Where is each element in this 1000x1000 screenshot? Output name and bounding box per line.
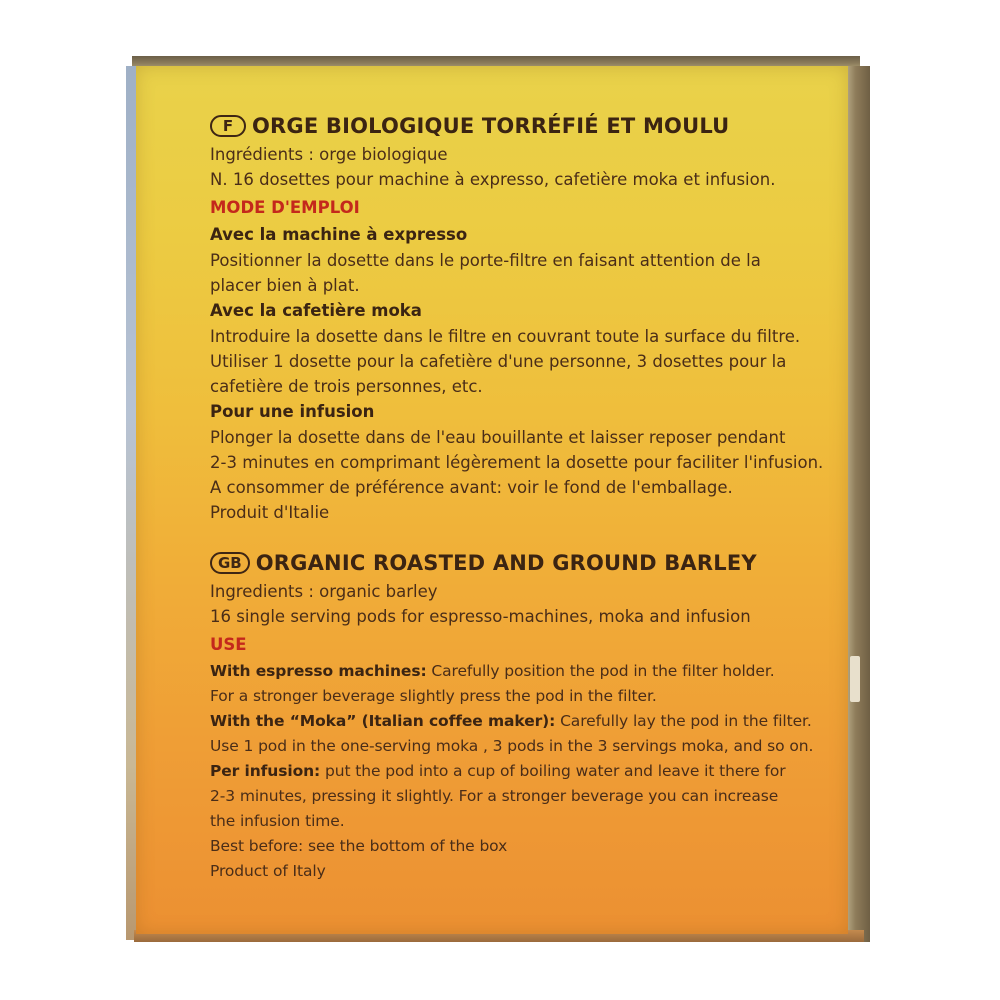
english-section [210,547,830,884]
french-pods: N. 16 dosettes pour machine à expresso, cafetière moka et infusion. [210,170,776,189]
box-notch [850,656,860,702]
french-ingredients: Ingrédients : orge biologique [210,145,448,164]
language-badge-f: F [210,115,246,137]
french-moka-line: Introduire la dosette dans le filtre en couvrant toute la surface du filtre. [210,327,801,346]
english-espresso-label: With espresso machines: [210,662,427,680]
french-best-before: A consommer de préférence avant: voir le fond de l'emballage. [210,478,733,497]
english-moka-line [210,709,830,734]
label-text [210,110,830,884]
english-espresso-line [210,659,830,684]
french-infusion-line: 2-3 minutes en comprimant légèrement la dosette pour faciliter l'infusion. [210,453,824,472]
english-pods: 16 single serving pods for espresso-machines, moka and infusion [210,607,751,626]
french-heading [210,110,830,142]
box-right-edge [846,66,870,942]
french-moka-line: cafetière de trois personnes, etc. [210,377,483,396]
english-infusion-label: Per infusion: [210,762,321,780]
language-badge-gb: GB [210,552,250,574]
french-espresso-line: Positionner la dosette dans le porte-filtre en faisant attention de la [210,251,761,270]
english-use-title: USE [210,635,247,654]
english-infusion-text: put the pod into a cup of boiling water and leave it there for [320,762,786,780]
english-ingredients: Ingredients : organic barley [210,582,438,601]
english-moka-text: Carefully lay the pod in the filter. [555,712,812,730]
french-espresso-title: Avec la machine à expresso [210,225,468,244]
french-infusion-title: Pour une infusion [210,402,375,421]
english-espresso-text: Carefully position the pod in the filter holder. [426,662,775,680]
english-best-before: Best before: see the bottom of the box [210,837,508,855]
english-infusion-line [210,759,830,784]
english-espresso-line2: For a stronger beverage slightly press the pod in the filter. [210,687,657,705]
english-product-title: ORGANIC ROASTED AND GROUND BARLEY [255,551,757,575]
english-moka-line2: Use 1 pod in the one-serving moka , 3 pods in the 3 servings moka, and so on. [210,737,814,755]
english-infusion-line3: the infusion time. [210,812,345,830]
english-moka-label: With the “Moka” (Italian coffee maker): [210,712,556,730]
french-origin: Produit d'Italie [210,503,330,522]
english-heading [210,547,830,579]
french-section [210,110,830,525]
french-moka-title: Avec la cafetière moka [210,301,422,320]
french-espresso-line: placer bien à plat. [210,276,360,295]
french-moka-line: Utiliser 1 dosette pour la cafetière d'une personne, 3 dosettes pour la [210,352,787,371]
french-infusion-line: Plonger la dosette dans de l'eau bouillante et laisser reposer pendant [210,428,786,447]
french-mode-title: MODE D'EMPLOI [210,198,360,217]
english-origin: Product of Italy [210,862,326,880]
english-infusion-line2: 2-3 minutes, pressing it slightly. For a stronger beverage you can increase [210,787,779,805]
french-product-title: ORGE BIOLOGIQUE TORRÉFIÉ ET MOULU [252,114,730,138]
